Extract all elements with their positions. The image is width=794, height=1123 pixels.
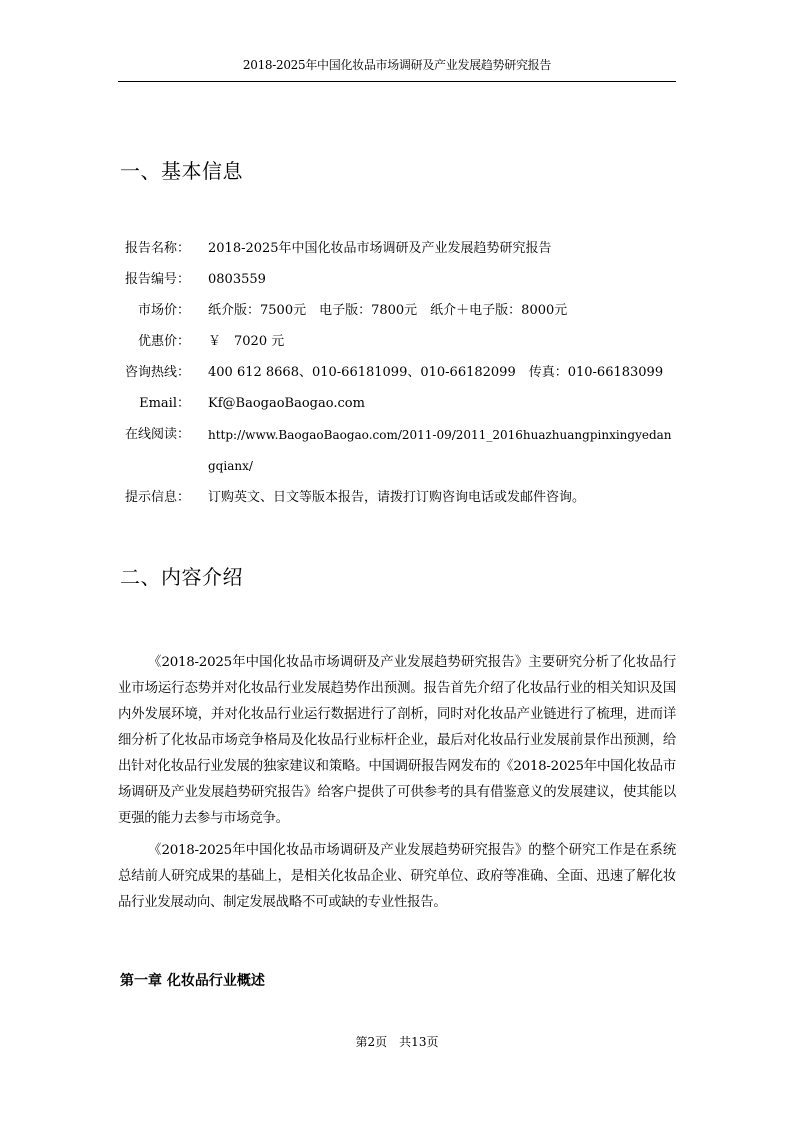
intro-paragraph-1: 《2018-2025年中国化妆品市场调研及产业发展趋势研究报告》主要研究分析了化妆品行业市场运行态势并对化妆品行业发展趋势作出预测。报告首先介绍了化妆品行业的相关知识及国内外发展环境，并对化妆品行业运行数据进行了剖析，同时对化妆品产业链进行了梳理，进而详细分析了化妆品市场竞争格局及化妆品行业标杆企业，最后对化妆品行业发展前景作出预测，给出针对化妆品行业发展的独家建议和策略。中国调研报告网发布的《2018-2025年中国化妆品市场调研及产业发展趋势研究报告》给客户提供了可供参考的具有借鉴意义的发展建议，使其能以更强的能力去参与市场竞争。: [118, 655, 676, 826]
discount-price-label: 优惠价：: [137, 334, 190, 349]
header-divider: [118, 81, 676, 82]
online-reading-label: 在线阅读：: [124, 427, 190, 442]
content-intro-heading: 二、内容介绍: [120, 565, 243, 589]
tip-label: 提示信息：: [124, 490, 190, 505]
hotline-value: 400 612 8668、010-66181099、010-66182099 传真：010-66183099: [208, 365, 664, 380]
intro-paragraph-2: 《2018-2025年中国化妆品市场调研及产业发展趋势研究报告》的整个研究工作是在系统总结前人研究成果的基础上，是相关化妆品企业、研究单位、政府等准确、全面、迅速了解化妆品行业发展动向、制定发展战略不可或缺的专业性报告。: [118, 843, 676, 910]
email-label: Email：: [139, 396, 190, 411]
report-code-value: 0803559: [208, 272, 266, 287]
chapter-1-heading: 第一章 化妆品行业概述: [120, 973, 265, 989]
report-code-label: 报告编号：: [124, 272, 190, 287]
running-header-title: 2018-2025年中国化妆品市场调研及产业发展趋势研究报告: [242, 58, 552, 72]
market-price-value: 纸介版：7500元 电子版：7800元 纸介＋电子版：8000元: [208, 303, 568, 318]
hotline-label: 咨询热线：: [124, 365, 190, 380]
page-footer: 第2页 共13页: [355, 1035, 439, 1049]
email-link[interactable]: Kf@BaogaoBaogao.com: [208, 396, 365, 411]
market-price-label: 市场价：: [137, 303, 190, 318]
report-name-label: 报告名称：: [124, 241, 190, 256]
discount-price-value: ￥ 7020 元: [208, 334, 285, 349]
online-reading-link[interactable]: http://www.BaogaoBaogao.com/2011-09/2011_2016huazhuangpinxingyedangqianx/: [208, 428, 672, 473]
tip-value: 订购英文、日文等版本报告，请拨打订购咨询电话或发邮件咨询。: [208, 490, 586, 505]
basic-info-heading: 一、基本信息: [120, 159, 243, 183]
report-name-value: 2018-2025年中国化妆品市场调研及产业发展趋势研究报告: [208, 241, 552, 256]
content-intro-body: [118, 650, 676, 916]
